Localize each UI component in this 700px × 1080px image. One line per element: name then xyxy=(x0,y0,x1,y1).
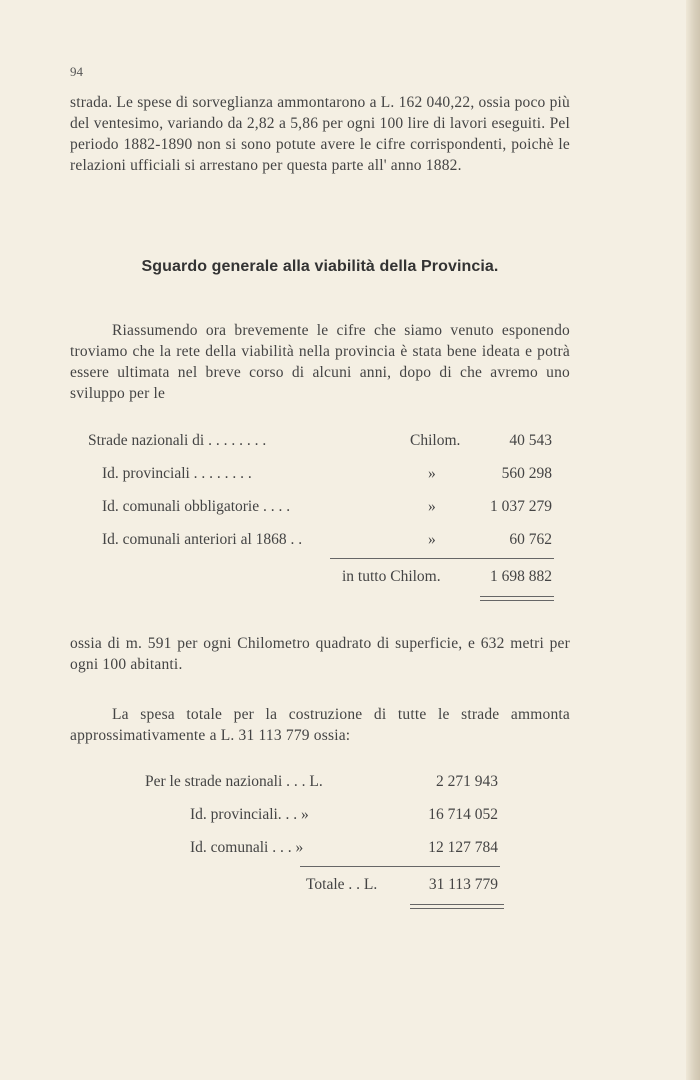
total-label: in tutto Chilom. xyxy=(342,568,441,585)
table-row-label: Id. comunali obbligatorie . . . . xyxy=(102,498,291,515)
table-row-unit: » xyxy=(428,498,436,515)
section-heading: Sguardo generale alla viabilità della Provincia. xyxy=(141,258,499,275)
paragraph-2-text: Riassumendo ora brevemente le cifre che siamo venuto esponendo troviamo che la rete della viabilità nella provincia è stata bene ideata e potrà essere ultimata nel breve corso di alcuni anni, dopo di che avremo uno sviluppo per le xyxy=(70,322,570,402)
paragraph-3-text: ossia di m. 591 per ogni Chilometro quadrato di superficie, e 632 metri per ogni 100 abitanti. xyxy=(70,635,570,673)
page-number: 94 xyxy=(70,64,83,79)
subtotal-rule xyxy=(330,558,554,559)
page-edge xyxy=(686,0,700,1080)
table-row-unit: Chilom. xyxy=(410,432,461,449)
total-double-rule-bottom xyxy=(480,600,554,601)
cost-row-value: 2 271 943 xyxy=(436,773,498,790)
total-double-rule-top xyxy=(480,596,554,597)
cost-total-value: 31 113 779 xyxy=(428,876,498,893)
table-row-value: 560 298 xyxy=(501,465,552,482)
cost-row-label: Id. comunali . . . » xyxy=(190,839,304,856)
table-row-label: Id. provinciali . . . . . . . . xyxy=(102,465,252,482)
cost-total-label: Totale . . L. xyxy=(306,876,378,893)
table-row-unit: » xyxy=(428,531,436,548)
table-row-value: 60 762 xyxy=(509,531,552,548)
cost-subtotal-rule xyxy=(300,866,500,867)
table-row-label: Id. comunali anteriori al 1868 . . xyxy=(102,531,303,548)
total-value: 1 698 882 xyxy=(490,568,552,585)
paragraph-1 xyxy=(70,92,570,176)
paragraph-4 xyxy=(70,704,570,746)
paragraph-1-text: strada. Le spese di sorveglianza ammontarono a L. 162 040,22, ossia poco più del ventesimo, variando da 2,82 a 5,86 per ogni 100 lire di lavori eseguiti. Pel periodo 1882-1890 non si sono potute avere le cifre corrispondenti, poichè le relazioni ufficiali si arrestano per questa parte all' anno 1882. xyxy=(70,94,570,174)
paragraph-2 xyxy=(70,320,570,404)
cost-row-label: Per le strade nazionali . . . L. xyxy=(145,773,323,790)
paragraph-3 xyxy=(70,633,570,675)
table-row-value: 1 037 279 xyxy=(490,498,552,515)
cost-row-label: Id. provinciali. . . » xyxy=(190,806,309,823)
cost-row-value: 16 714 052 xyxy=(428,806,498,823)
table-row-value: 40 543 xyxy=(509,432,552,449)
table-row-unit: » xyxy=(428,465,436,482)
cost-double-rule-bottom xyxy=(410,908,504,909)
cost-row-value: 12 127 784 xyxy=(428,839,498,856)
cost-double-rule-top xyxy=(410,904,504,905)
table-row-label: Strade nazionali di . . . . . . . . xyxy=(88,432,267,449)
paragraph-4-text: La spesa totale per la costruzione di tutte le strade ammonta approssimativamente a L. 31 113 779 ossia: xyxy=(70,706,570,744)
